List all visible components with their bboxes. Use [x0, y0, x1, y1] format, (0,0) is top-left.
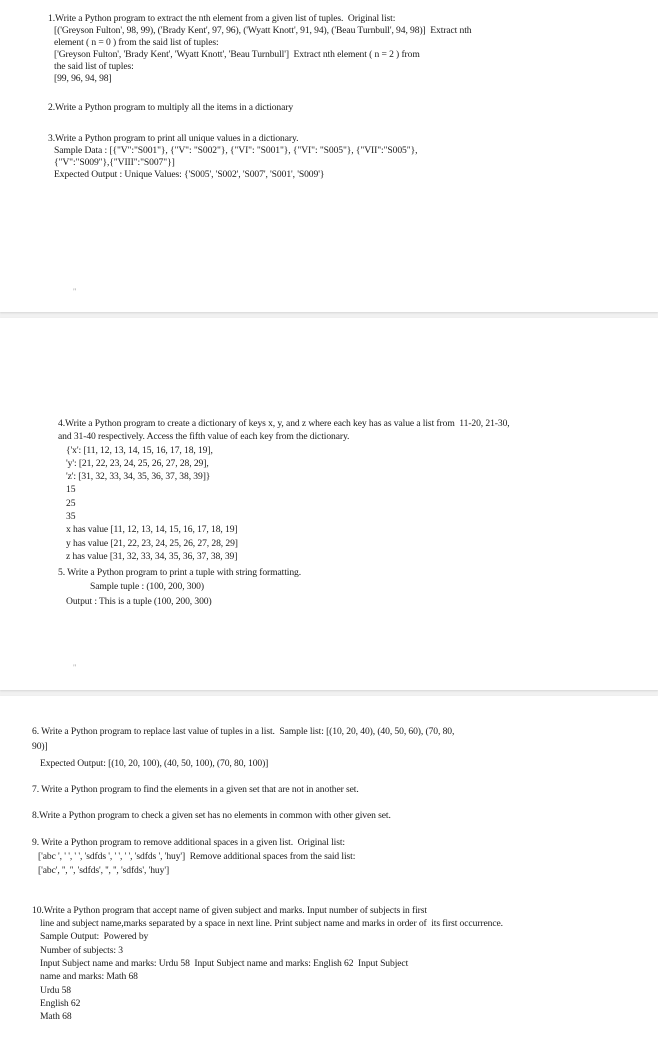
question-1-line-4: ['Greyson Fulton', 'Brady Kent', 'Wyatt Knott', 'Beau Turnbull'] Extract nth element ( n = 2 ) from [54, 49, 420, 60]
question-5-line-2: Sample tuple : (100, 200, 300) [90, 581, 204, 592]
question-1-line-6: [99, 96, 94, 98] [54, 73, 112, 84]
question-2: 2.Write a Python program to multiply all the items in a dictionary [48, 102, 294, 113]
question-7: 7. Write a Python program to find the elements in a given set that are not in another set. [32, 784, 359, 795]
question-9-line-2: ['abc ', ' ', ' ', 'sdfds ', ' ', ' ', 'sdfds ', 'huy'] Remove additional spaces from the said list: [38, 851, 356, 862]
question-8: 8.Write a Python program to check a given set has no elements in common with other given set. [32, 810, 391, 821]
question-1-line-3: element ( n = 0 ) from the said list of tuples: [54, 37, 219, 48]
question-3-line-4: Expected Output : Unique Values: {'S005', 'S002', 'S007', 'S001', 'S009'} [54, 169, 325, 180]
question-4-line-9: x has value [11, 12, 13, 14, 15, 16, 17, 18, 19] [66, 524, 238, 535]
question-10-line-6: name and marks: Math 68 [40, 971, 138, 982]
question-3-line-2: Sample Data : [{"V":"S001"}, {"V": "S002"}, {"VI": "S001"}, {"VI": "S005"}, {"VII":"S005"}, [54, 145, 418, 156]
question-1-line-2: [('Greyson Fulton', 98, 99), ('Brady Kent', 97, 96), ('Wyatt Knott', 91, 94), ('Beau Turnbull', 94, 98)] Extract nth [54, 25, 472, 36]
question-4-line-11: z has value [31, 32, 33, 34, 35, 36, 37, 38, 39] [66, 551, 238, 562]
question-6-line-2: 90)] [32, 741, 48, 752]
question-10-line-2: line and subject name,marks separated by a space in next line. Print subject name and marks in order of its first occurrence. [40, 918, 503, 929]
question-4-line-10: y has value [21, 22, 23, 24, 25, 26, 27, 28, 29] [66, 538, 238, 549]
question-4-line-6: 15 [66, 484, 76, 495]
question-6-line-3: Expected Output: [(10, 20, 100), (40, 50, 100), (70, 80, 100)] [40, 758, 269, 769]
question-10-line-9: Math 68 [40, 1011, 72, 1022]
question-5-line-1: 5. Write a Python program to print a tuple with string formatting. [58, 567, 302, 578]
question-10-line-7: Urdu 58 [40, 985, 72, 996]
question-4-line-1: 4.Write a Python program to create a dictionary of keys x, y, and z where each key has as value a list from 11-20, 21-30, [58, 418, 510, 429]
question-4-line-7: 25 [66, 498, 76, 509]
question-10-line-5: Input Subject name and marks: Urdu 58 Input Subject name and marks: English 62 Input Subject [40, 958, 409, 969]
question-6-line-1: 6. Write a Python program to replace last value of tuples in a list. Sample list: [(10, 20, 40), (40, 50, 60), (70, 80, [32, 726, 455, 737]
question-5-line-3: Output : This is a tuple (100, 200, 300) [66, 596, 212, 607]
page-mark: " [73, 663, 77, 672]
question-10-line-3: Sample Output: Powered by [40, 931, 149, 942]
document-page-3 [0, 696, 658, 1045]
question-3-line-3: {"V":"S009"},{"VIII":"S007"}] [54, 157, 175, 168]
question-10-line-1: 10.Write a Python program that accept name of given subject and marks. Input number of subjects in first [32, 905, 427, 916]
question-1-line-5: the said list of tuples: [54, 61, 134, 72]
question-4-line-2: and 31-40 respectively. Access the fifth value of each key from the dictionary. [58, 431, 350, 442]
question-4-line-3: {'x': [11, 12, 13, 14, 15, 16, 17, 18, 19], [66, 445, 213, 456]
question-9-line-3: ['abc', '', '', 'sdfds', '', '', 'sdfds', 'huy'] [38, 865, 170, 876]
question-9-line-1: 9. Write a Python program to remove additional spaces in a given list. Original list: [32, 837, 345, 848]
question-4-line-8: 35 [66, 511, 76, 522]
question-4-line-4: 'y': [21, 22, 23, 24, 25, 26, 27, 28, 29], [66, 458, 209, 469]
question-10-line-4: Number of subjects: 3 [40, 945, 123, 956]
page-mark: " [73, 287, 77, 296]
document-page-2 [0, 318, 658, 690]
question-1-line-1: 1.Write a Python program to extract the nth element from a given list of tuples. Original list: [48, 13, 396, 24]
question-10-line-8: English 62 [40, 998, 81, 1009]
document-page-1 [0, 0, 658, 312]
question-4-line-5: 'z': [31, 32, 33, 34, 35, 36, 37, 38, 39]} [66, 471, 211, 482]
question-3-line-1: 3.Write a Python program to print all unique values in a dictionary. [48, 133, 299, 144]
